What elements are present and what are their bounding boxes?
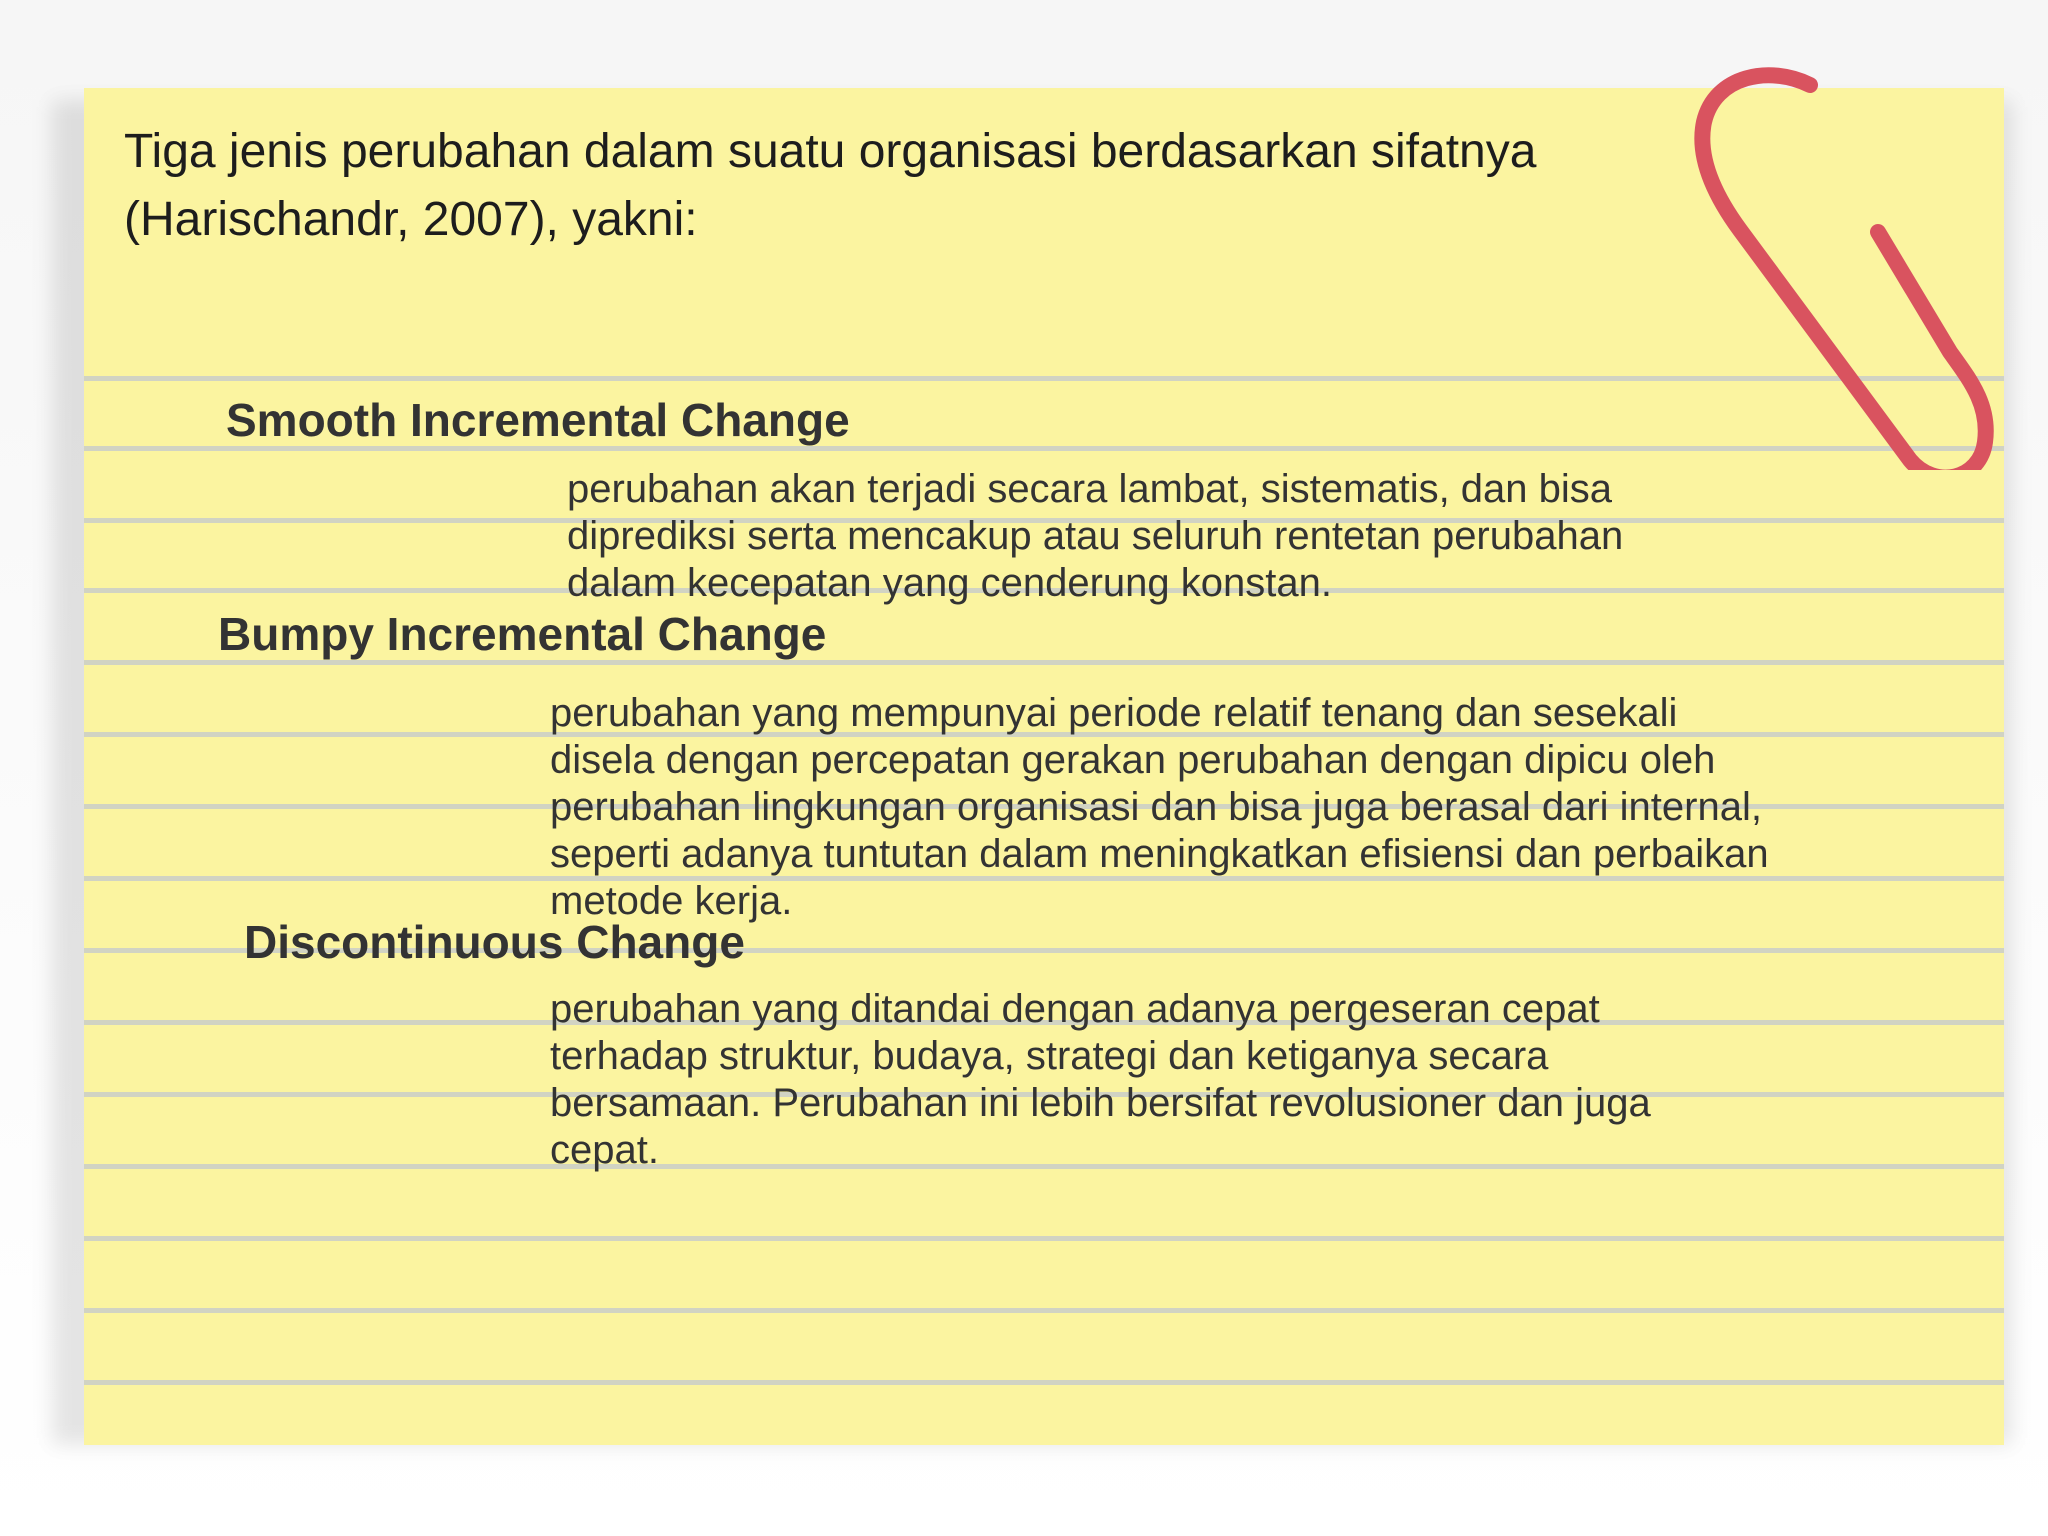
ruled-line (84, 1236, 2004, 1241)
intro-line-1: Tiga jenis perubahan dalam suatu organisasi berdasarkan sifatnya (124, 125, 1537, 178)
ruled-line (84, 1380, 2004, 1385)
desc-line: metode kerja. (550, 879, 793, 923)
desc-line: perubahan akan terjadi secara lambat, sistematis, dan bisa (567, 467, 1613, 511)
desc-line: cepat. (550, 1128, 659, 1172)
heading-discontinuous-change: Discontinuous Change (244, 916, 745, 968)
heading-smooth-incremental-change: Smooth Incremental Change (226, 394, 850, 446)
paperclip-icon (1660, 40, 2010, 470)
desc-bumpy-incremental-change (550, 690, 1970, 925)
desc-line: seperti adanya tuntutan dalam meningkatkan efisiensi dan perbaikan (550, 832, 1769, 876)
desc-line: dalam kecepatan yang cenderung konstan. (567, 561, 1332, 605)
desc-line: perubahan yang mempunyai periode relatif tenang dan sesekali (550, 691, 1678, 735)
desc-line: diprediksi serta mencakup atau seluruh rentetan perubahan (567, 514, 1624, 558)
desc-line: perubahan yang ditandai dengan adanya pergeseran cepat (550, 987, 1600, 1031)
desc-line: terhadap struktur, budaya, strategi dan ketiganya secara (550, 1034, 1549, 1078)
desc-line: perubahan lingkungan organisasi dan bisa juga berasal dari internal, (550, 785, 1762, 829)
heading-bumpy-incremental-change: Bumpy Incremental Change (218, 608, 827, 660)
desc-discontinuous-change (550, 986, 1830, 1174)
desc-line: disela dengan percepatan gerakan perubahan dengan dipicu oleh (550, 738, 1716, 782)
ruled-line (84, 1308, 2004, 1313)
desc-smooth-incremental-change (567, 466, 1847, 607)
intro-text (124, 118, 1684, 254)
desc-line: bersamaan. Perubahan ini lebih bersifat revolusioner dan juga (550, 1081, 1651, 1125)
intro-line-2: (Harischandr, 2007), yakni: (124, 193, 698, 246)
